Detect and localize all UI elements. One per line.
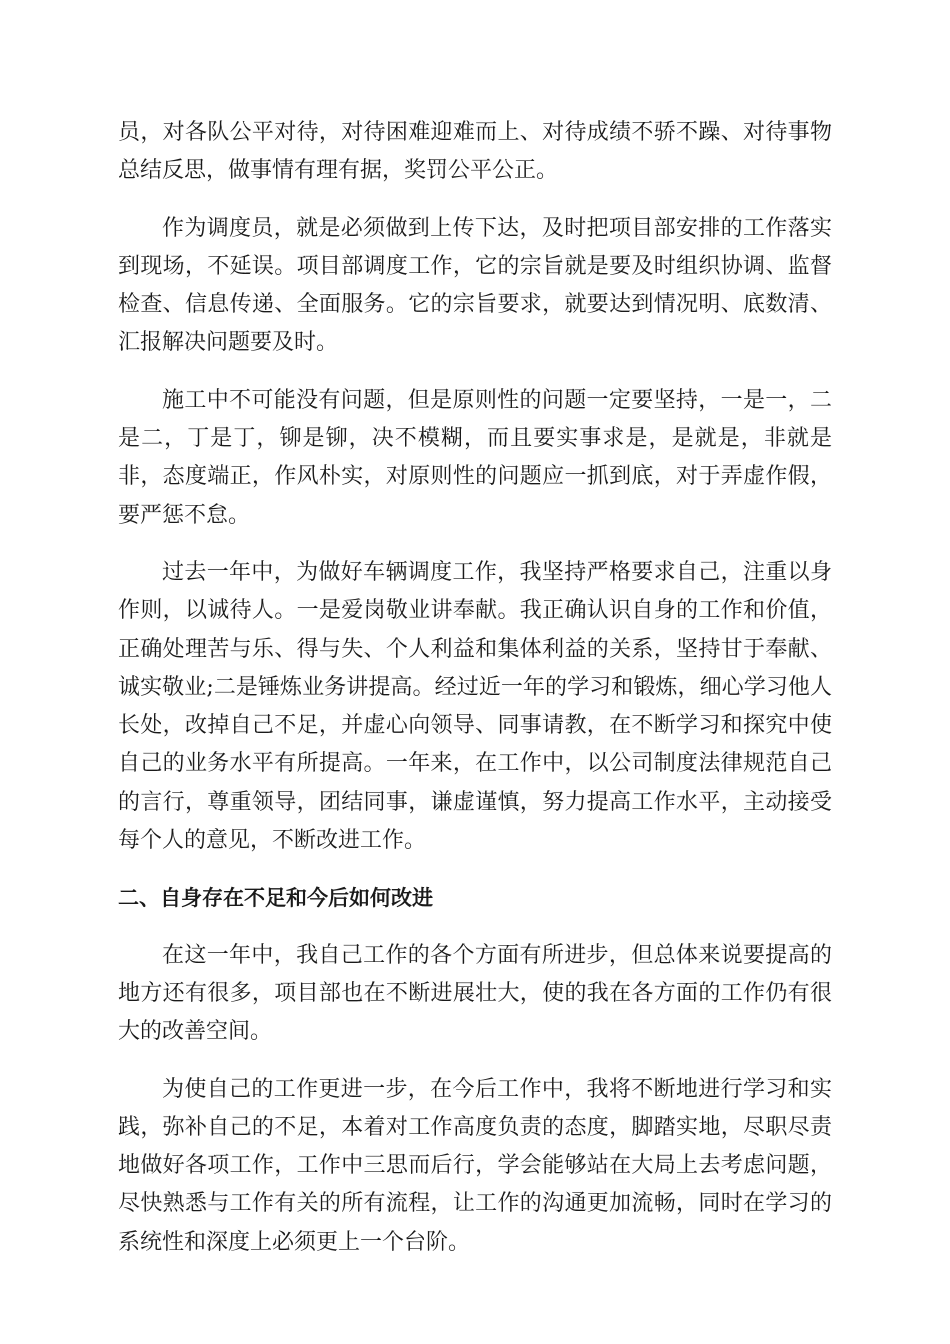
paragraph-improvement-plan: 为使自己的工作更进一步，在今后工作中，我将不断地进行学习和实践，弥补自己的不足，本着对工作高度负责的态度，脚踏实地，尽职尽责地做好各项工作，工作中三思而后行，学会能够站在大局上去考虑问题，尽快熟悉与工作有关的所有流程，让工作的沟通更加流畅，同时在学习的系统性和深度上必须更上一个台阶。 <box>118 1076 832 1255</box>
section-heading: 二、自身存在不足和今后如何改进 <box>118 886 433 911</box>
paragraph-continuation: 员，对各队公平对待，对待困难迎难而上、对待成绩不骄不躁、对待事物总结反思，做事情有理有据，奖罚公平公正。 <box>118 120 832 184</box>
document-page <box>118 114 832 1281</box>
paragraph-principles: 施工中不可能没有问题，但是原则性的问题一定要坚持，一是一，二是二，丁是丁，铆是铆，决不模糊，而且要实事求是，是就是，非就是非，态度端正，作风朴实，对原则性的问题应一抓到底，对于弄虚作假，要严惩不怠。 <box>118 387 832 528</box>
paragraph-progress: 在这一年中，我自己工作的各个方面有所进步，但总体来说要提高的地方还有很多，项目部也在不断进展壮大，使的我在各方面的工作仍有很大的改善空间。 <box>118 942 832 1045</box>
paragraph-past-year: 过去一年中，为做好车辆调度工作，我坚持严格要求自己，注重以身作则，以诚待人。一是爱岗敬业讲奉献。我正确认识自身的工作和价值，正确处理苦与乐、得与失、个人利益和集体利益的关系，坚持甘于奉献、诚实敬业;二是锤炼业务讲提高。经过近一年的学习和锻炼，细心学习他人长处，改掉自己不足，并虚心向领导、同事请教，在不断学习和探究中使自己的业务水平有所提高。一年来，在工作中，以公司制度法律规范自己的言行，尊重领导，团结同事，谦虚谨慎，努力提高工作水平，主动接受每个人的意见，不断改进工作。 <box>118 559 832 854</box>
paragraph-dispatcher-role: 作为调度员，就是必须做到上传下达，及时把项目部安排的工作落实到现场，不延误。项目部调度工作，它的宗旨就是要及时组织协调、监督检查、信息传递、全面服务。它的宗旨要求，就要达到情况明、底数清、汇报解决问题要及时。 <box>118 215 832 356</box>
